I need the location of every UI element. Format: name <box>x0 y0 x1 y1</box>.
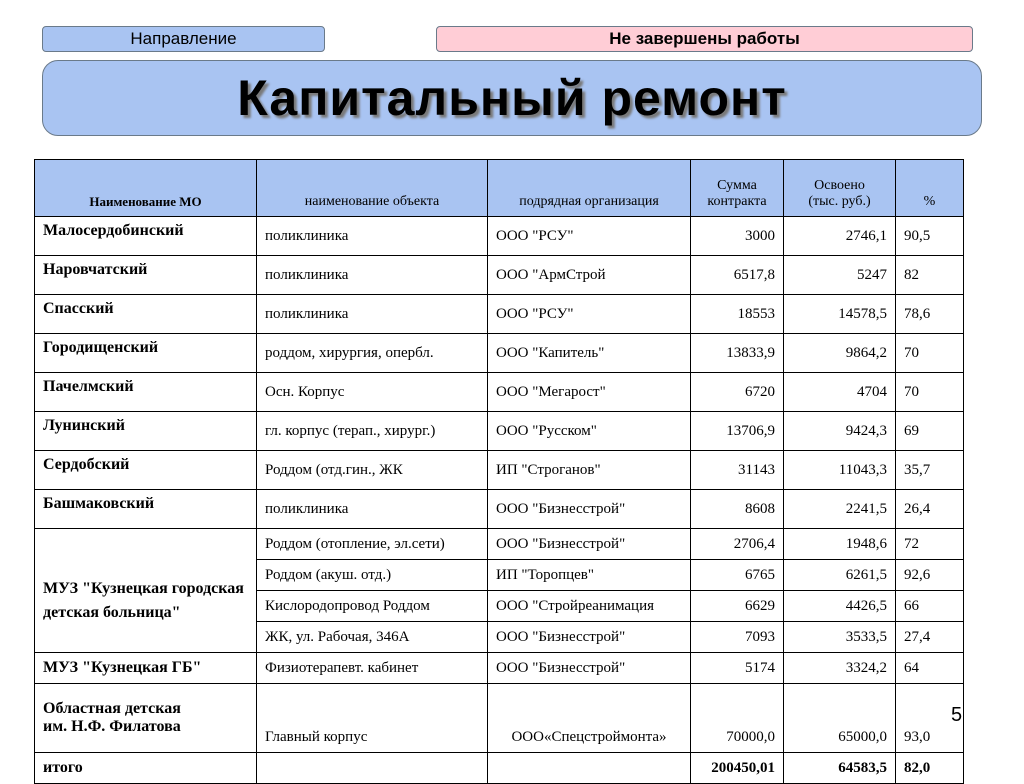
status-label: Не завершены работы <box>436 26 973 52</box>
cell-pct: 69 <box>896 412 964 451</box>
cell-object: Главный корпус <box>257 684 488 753</box>
col-sum-header-line2: контракта <box>707 194 767 209</box>
cell-pct: 26,4 <box>896 490 964 529</box>
cell-pct: 93,0 <box>896 684 964 753</box>
cell-empty <box>257 753 488 784</box>
table-row <box>35 256 964 295</box>
cell-spent: 9424,3 <box>784 412 896 451</box>
cell-sum: 8608 <box>691 490 784 529</box>
cell-spent: 3533,5 <box>784 622 896 653</box>
col-contractor-header: подрядная организация <box>488 160 691 217</box>
cell-contractor: ООО "АрмСтрой <box>488 256 691 295</box>
cell-sum: 7093 <box>691 622 784 653</box>
cell-pct: 90,5 <box>896 217 964 256</box>
title-banner <box>42 60 982 136</box>
cell-mo: Малосердобинский <box>35 217 257 256</box>
total-sum: 200450,01 <box>691 753 784 784</box>
cell-contractor: ООО "Русском" <box>488 412 691 451</box>
cell-object: поликлиника <box>257 256 488 295</box>
repair-table <box>34 159 964 784</box>
cell-sum: 6629 <box>691 591 784 622</box>
total-row <box>35 753 964 784</box>
cell-sum: 5174 <box>691 653 784 684</box>
cell-sum: 6720 <box>691 373 784 412</box>
cell-object: Роддом (акуш. отд.) <box>257 560 488 591</box>
table-row <box>35 684 964 753</box>
direction-label: Направление <box>42 26 325 52</box>
cell-pct: 78,6 <box>896 295 964 334</box>
table-row <box>35 217 964 256</box>
cell-sum: 6517,8 <box>691 256 784 295</box>
table-row <box>35 529 964 560</box>
col-spent-header <box>784 160 896 217</box>
cell-object: поликлиника <box>257 295 488 334</box>
cell-object: Роддом (отопление, эл.сети) <box>257 529 488 560</box>
table-row <box>35 451 964 490</box>
cell-pct: 35,7 <box>896 451 964 490</box>
cell-spent: 9864,2 <box>784 334 896 373</box>
cell-pct: 70 <box>896 334 964 373</box>
cell-mo: МУЗ "Кузнецкая ГБ" <box>35 653 257 684</box>
total-label: итого <box>35 753 257 784</box>
cell-spent: 14578,5 <box>784 295 896 334</box>
col-sum-header-line1: Сумма <box>717 178 757 193</box>
cell-spent: 1948,6 <box>784 529 896 560</box>
cell-contractor: ООО "Капитель" <box>488 334 691 373</box>
cell-mo: Наровчатский <box>35 256 257 295</box>
cell-contractor: ИП "Строганов" <box>488 451 691 490</box>
cell-sum: 6765 <box>691 560 784 591</box>
cell-contractor: ООО "Бизнесстрой" <box>488 529 691 560</box>
cell-mo <box>35 684 257 753</box>
cell-contractor: ООО "Бизнесстрой" <box>488 490 691 529</box>
cell-mo-line1: Областная детская <box>43 700 181 717</box>
cell-contractor: ООО "Бизнесстрой" <box>488 622 691 653</box>
page-number: 5 <box>951 704 963 726</box>
cell-mo: Городищенский <box>35 334 257 373</box>
cell-object: Осн. Корпус <box>257 373 488 412</box>
table-row <box>35 334 964 373</box>
table-header-row <box>35 160 964 217</box>
cell-spent: 4426,5 <box>784 591 896 622</box>
cell-object: поликлиника <box>257 490 488 529</box>
cell-pct: 72 <box>896 529 964 560</box>
cell-pct: 92,6 <box>896 560 964 591</box>
cell-sum: 2706,4 <box>691 529 784 560</box>
cell-mo-line2: им. Н.Ф. Филатова <box>43 718 181 735</box>
cell-contractor: ИП "Торопцев" <box>488 560 691 591</box>
cell-pct: 82 <box>896 256 964 295</box>
cell-pct: 27,4 <box>896 622 964 653</box>
cell-object: Физиотерапевт. кабинет <box>257 653 488 684</box>
cell-spent: 2746,1 <box>784 217 896 256</box>
cell-pct: 70 <box>896 373 964 412</box>
cell-contractor: ООО "Стройреанимация <box>488 591 691 622</box>
col-pct-header: % <box>896 160 964 217</box>
cell-pct: 66 <box>896 591 964 622</box>
table-row <box>35 412 964 451</box>
cell-mo: Пачелмский <box>35 373 257 412</box>
cell-spent: 3324,2 <box>784 653 896 684</box>
cell-spent: 4704 <box>784 373 896 412</box>
cell-mo: Лунинский <box>35 412 257 451</box>
cell-sum: 3000 <box>691 217 784 256</box>
cell-spent: 5247 <box>784 256 896 295</box>
cell-spent: 2241,5 <box>784 490 896 529</box>
col-sum-header <box>691 160 784 217</box>
cell-sum: 70000,0 <box>691 684 784 753</box>
col-object-header: наименование объекта <box>257 160 488 217</box>
col-spent-header-line2: (тыс. руб.) <box>808 194 871 209</box>
cell-object: Кислородопровод Роддом <box>257 591 488 622</box>
cell-contractor: ООО "Мегарост" <box>488 373 691 412</box>
cell-contractor: ООО«Спецстроймонта» <box>488 684 691 753</box>
cell-empty <box>488 753 691 784</box>
cell-sum: 13833,9 <box>691 334 784 373</box>
cell-mo: Сердобский <box>35 451 257 490</box>
cell-sum: 31143 <box>691 451 784 490</box>
cell-contractor: ООО "РСУ" <box>488 295 691 334</box>
col-spent-header-line1: Освоено <box>814 178 865 193</box>
cell-mo: Башмаковский <box>35 490 257 529</box>
col-mo-header: Наименование МО <box>35 160 257 217</box>
table-row <box>35 653 964 684</box>
total-pct: 82,0 <box>896 753 964 784</box>
page-title: Капитальный ремонт <box>237 70 787 126</box>
table-row <box>35 373 964 412</box>
cell-contractor: ООО "Бизнесстрой" <box>488 653 691 684</box>
cell-spent: 11043,3 <box>784 451 896 490</box>
cell-object: Роддом (отд.гин., ЖК <box>257 451 488 490</box>
table-row <box>35 490 964 529</box>
cell-sum: 18553 <box>691 295 784 334</box>
cell-object: роддом, хирургия, опербл. <box>257 334 488 373</box>
cell-mo: Спасский <box>35 295 257 334</box>
cell-object: поликлиника <box>257 217 488 256</box>
cell-spent: 65000,0 <box>784 684 896 753</box>
cell-contractor: ООО "РСУ" <box>488 217 691 256</box>
cell-mo-group: МУЗ "Кузнецкая городская детская больница" <box>35 529 257 653</box>
cell-pct: 64 <box>896 653 964 684</box>
cell-object: гл. корпус (терап., хирург.) <box>257 412 488 451</box>
cell-spent: 6261,5 <box>784 560 896 591</box>
table-row <box>35 295 964 334</box>
total-spent: 64583,5 <box>784 753 896 784</box>
cell-object: ЖК, ул. Рабочая, 346А <box>257 622 488 653</box>
cell-sum: 13706,9 <box>691 412 784 451</box>
